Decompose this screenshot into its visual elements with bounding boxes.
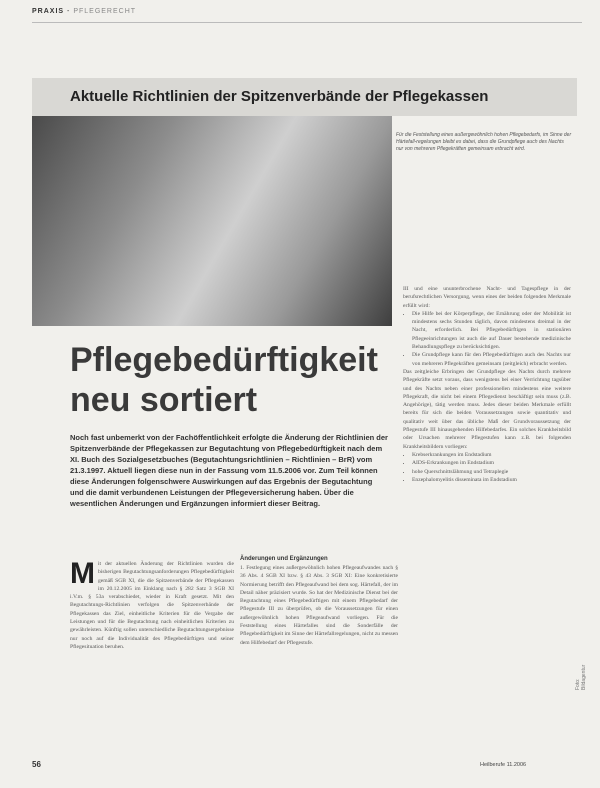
list-item: • Krebserkrankungen im Endstadium — [412, 451, 571, 459]
section-separator: - — [67, 8, 71, 15]
headline-line-1: Pflegebedürftigkeit — [70, 341, 378, 379]
column-3-intro: III und eine ununterbrochene Nacht- und Tagespflege in der berufsrechtlichen Versorgung, wenn eines der beiden folgenden Merkmale erfüllt wird: — [403, 286, 571, 309]
list-item: • hohe Querschnittslähmung und Tetraplegie — [412, 468, 571, 476]
photo-credit: Foto: Bildagentur — [575, 664, 587, 690]
article-lead: Noch fast unbemerkt von der Fachöffentlichkeit erfolgte die Änderung der Richtlinien der Spitzenverbände der Pflegekassen zur Begutachtung von Pflegebedürftigkeit nach dem XI. Buch des Sozialgesetzbuches (Begutachtungsrichtlinien – Richtlinien – BrR) vom 21.3.1997. Aktuell liegen diese nun in der Fassung vom 11.5.2006 vor. Zum Teil können diese Änderungen folgenschwere Auswirkungen auf das Ergebnis der Begutachtung und die damit verbundenen Leistungen der Pflegeversicherung haben. Über die wesentlichen Änderungen und Ergänzungen informiert dieser Beitrag. — [70, 433, 388, 508]
page-number: 56 — [32, 760, 41, 769]
section-label: PRAXIS — [32, 8, 65, 15]
article-photo — [32, 116, 392, 326]
banner-title: Aktuelle Richtlinien der Spitzenverbände der Pflegekassen — [70, 88, 489, 105]
body-column-2 — [240, 555, 398, 647]
photo-caption: Für die Feststellung eines außergewöhnlich hohen Pflegebedarfs, im Sinne der Härtefall-regelungen bleibt es dabei, dass die Grundpflege auch des Nachts nur von mehreren Pflegekräften gemeinsam erbracht wird. — [396, 132, 572, 152]
article-headline — [70, 340, 400, 420]
drop-cap: M — [70, 557, 95, 590]
topic-banner — [32, 78, 577, 116]
headline-line-2: neu sortiert — [70, 381, 258, 419]
disease-list — [403, 451, 571, 484]
header-rule — [32, 22, 582, 23]
body-column-3 — [403, 285, 571, 484]
column-1-text: it der aktuellen Änderung der Richtlinien wurden die bisherigen Begutachtungsanforderungen Pflegebedürftigkeit gemäß SGB XI, die die Spitzenverbände der Pflegekassen im 20.12.2005 im Einklang nach § 282 Satz 3 SGB XI i.V.m. § 53a verabschiedet, wieder in Kraft gesetzt. Mit den Begutachtungs-Richtlinien verfolgen die Spitzenverbände der Pflegekassen das Ziel, einheitliche Kriterien für die Vergabe der Leistungen und für die Begutachtung nach einheitlichen Kriterien zu gewährleisten. Künftig sollen unterschiedliche Begutachtungsergebnisse nur noch auf die Individualität des Pflegebedürftigen und seiner Pflegesituation beruhen. — [70, 561, 234, 650]
column-2-text: 1. Festlegung eines außergewöhnlich hohen Pflegeaufwandes nach § 36 Abs. 4 SGB XI bzw. § 43 Abs. 3 SGB XI: Eine konkretisierte Normierung betrifft den Pflegeaufwand bei dem sog. Härtefall, der im Detail näher präzisiert wurde. So hat der Medizinische Dienst bei der Begutachtung eines Pflegebedürftigen mit einem Pflegebedarf der Pflegestufe III zu überprüfen, ob die Voraussetzungen für einen außergewöhnlich hohen Pflegeaufwand vorliegen. Für die Feststellung eines Härtefalles sind die Sonderfälle der Pflegebedürftigkeit im Sinne der Härtefallregelungen, nicht zu messen dem Hilfebedarf der Pflegestufe. — [240, 565, 398, 646]
column-2-subhead: Änderungen und Ergänzungen — [240, 556, 328, 562]
subsection-label: PFLEGERECHT — [73, 8, 137, 15]
body-column-1 — [70, 557, 234, 651]
list-item: • Die Grundpflege kann für den Pflegebedürftigen auch des Nachts nur von mehreren Pflegekräften gemeinsam (zeitgleich) erbracht werden. — [412, 351, 571, 368]
section-header — [32, 8, 136, 15]
list-item: • Die Hilfe bei der Körperpflege, der Ernährung oder der Mobilität ist mindestens sechs Stunden täglich, davon mindestens dreimal in der Nacht, erforderlich. Bei Pflegebedürftigen in stationären Pflegeeinrichtungen ist auch die auf Dauer bestehende medizinische Behandlungspflege zu berücksichtigen. — [412, 310, 571, 351]
list-item: • AIDS-Erkrankungen im Endstadium — [412, 459, 571, 467]
list-item: • Enzephalomyelitis disseminata im Endstadium — [412, 476, 571, 484]
column-3-body: Das zeitgleiche Erbringen der Grundpflege des Nachts durch mehrere Pflegekräfte setzt voraus, dass wenigstens bei einer Verrichtung tagsüber und des Nachts neben einer professionellen mindestens eine weitere Pflegekraft, die nicht bei einem Pflegedienst beschäftigt sein muss (z.B. Angehörige), tätig werden muss. Jedes dieser beiden Merkmale erfüllt bereits für sich die beiden Voraussetzungen sowie quantitativ und qualitativ weit über das übliche Maß der Grundvoraussetzung der Pflegestufe III hinausgehenden Hilfebedarfes. Ein solches Krankheitsbild oder Ursachen mehrerer Pflegestufen kann z.B. bei folgenden Krankheitsbildern vorliegen: — [403, 368, 571, 450]
criteria-list — [403, 310, 571, 368]
magazine-issue: Heilberufe 11.2006 — [480, 762, 527, 768]
